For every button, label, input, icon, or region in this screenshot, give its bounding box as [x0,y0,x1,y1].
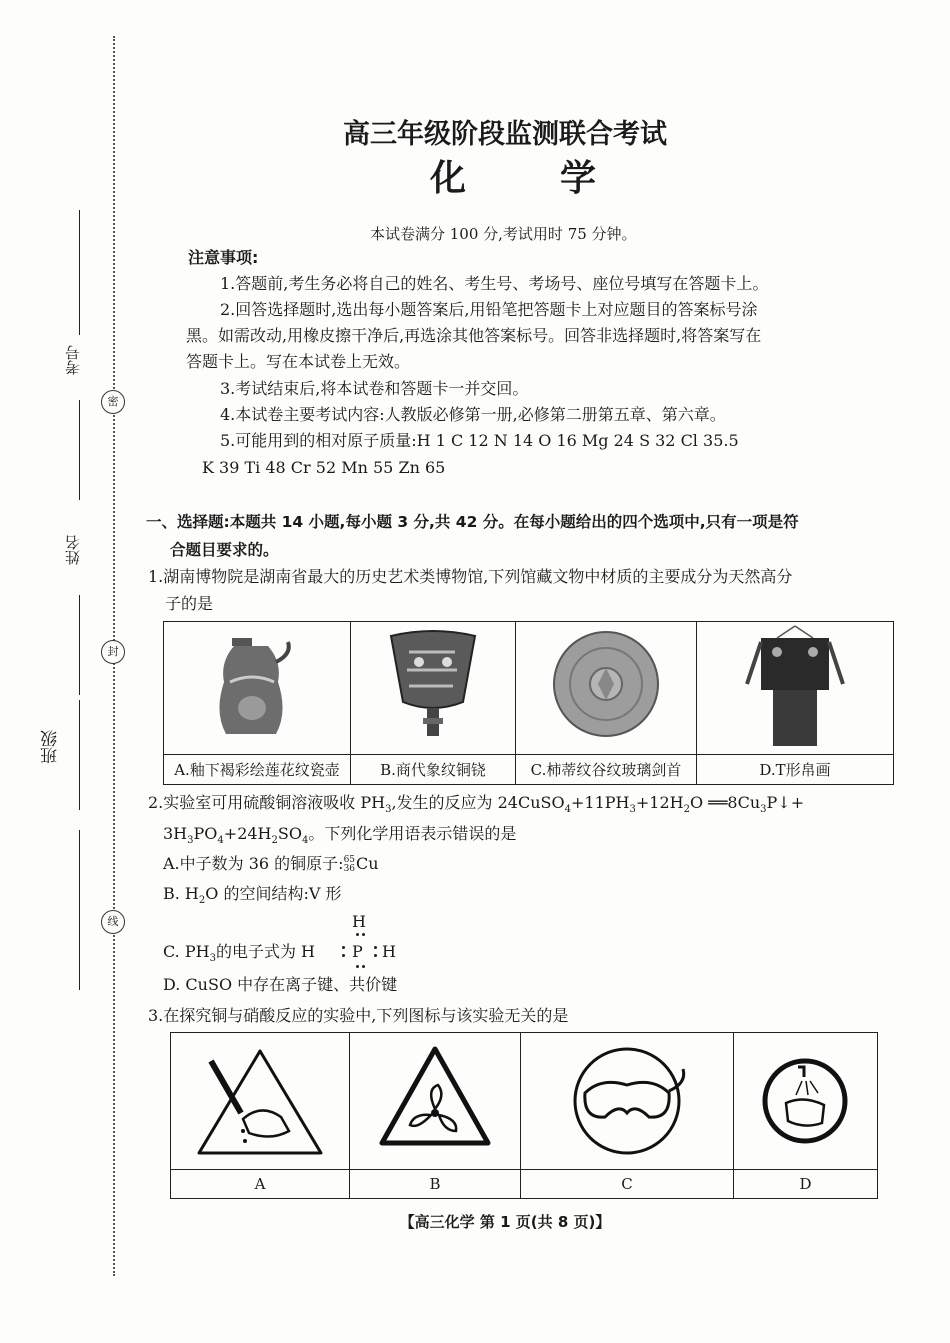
corrosive-warning-icon [171,1033,349,1165]
bronze-nao-image [351,622,515,750]
binding-seal-mi: 密 [101,390,125,414]
q2-option-a: A.中子数为 36 的铜原子:65 36Cu [163,854,379,874]
note-1: 1.答题前,考生务必将自己的姓名、考生号、考场号、座位号填写在答题卡上。 [220,274,769,293]
name-label: 姓名 [64,535,82,565]
q3-option-d: D [734,1170,878,1199]
q1-option-b: B.商代象纹铜铙 [351,755,516,785]
note-3: 3.考试结束后,将本试卷和答题卡一并交回。 [220,379,529,398]
q1-image-a [164,622,351,755]
q1-option-d: D.T形帛画 [697,755,894,785]
q3-stem: 3.在探究铜与硝酸反应的实验中,下列图标与该实验无关的是 [148,1006,569,1025]
name-line-a [79,400,80,500]
q1-option-c: C.柿蒂纹谷纹玻璃剑首 [516,755,697,785]
q3-options-table [170,1032,878,1199]
q2-stem-line1: 2.实验室可用硫酸铜溶液吸收 $PH_3$,发生的反应为 $24CuSO_4+11PH_3+12H_2O$ $══8Cu_3P↓+$ [148,793,805,816]
subject-char-2: 学 [560,158,597,199]
q2-electron-h-top: H [352,912,366,931]
q3-image-c [521,1033,734,1170]
q3-image-b [350,1033,521,1170]
q1-image-c [516,622,697,755]
q2-option-d: D. CuSO 中存在离子键、共价键 [163,975,398,994]
binding-seal-feng: 封 [101,640,125,664]
note-2b: 黑。如需改动,用橡皮擦干净后,再选涂其他答案标号。回答非选择题时,将答案写在 [186,326,762,345]
note-2a: 2.回答选择题时,选出每小题答案后,用铅笔把答题卡上对应题目的答案标号涂 [220,300,758,319]
electron-dot [356,933,359,936]
q2-option-c: C. $PH_3$的电子式为 H [163,942,315,965]
porcelain-pot-image [164,622,350,750]
subject-char-1: 化 [430,158,467,199]
q2-option-b: B. $H_2O$ 的空间结构:V 形 [163,884,342,907]
electron-dot [356,965,359,968]
exam-title: 高三年级阶段监测联合考试 [343,119,667,150]
page-footer: 【高三化学 第 1 页(共 8 页)】 [399,1213,611,1231]
q1-options-table [163,621,894,785]
class-line [79,700,80,810]
note-5a: 5.可能用到的相对原子质量:H 1 C 12 N 14 O 16 Mg 24 S 32 Cl 35.5 [220,431,739,450]
notes-heading: 注意事项: [188,248,259,267]
name-line-b [79,595,80,695]
q1-stem-line1: 1.湖南博物院是湖南省最大的历史艺术类博物馆,下列馆藏文物中材质的主要成分为天然高分 [148,567,793,586]
q1-stem-line2: 子的是 [165,594,214,613]
q2-stem-line2: $3H_3PO_4+24H_2SO_4$。下列化学用语表示错误的是 [163,824,517,847]
wash-hands-icon [734,1033,877,1165]
q3-image-d [734,1033,878,1170]
electron-dot [342,946,345,949]
electron-dot [362,965,365,968]
electron-dot [374,954,377,957]
ventilation-fan-icon [350,1033,520,1165]
q1-image-d [697,622,894,755]
q3-image-a [171,1033,350,1170]
safety-goggles-icon [521,1033,733,1165]
note-2c: 答题卡上。写在本试卷上无效。 [186,352,411,371]
note-4: 4.本试卷主要考试内容:人教版必修第一册,必修第二册第五章、第六章。 [220,405,726,424]
q3-option-c: C [521,1170,734,1199]
score-note: 本试卷满分 100 分,考试用时 75 分钟。 [370,225,637,243]
binding-seal-xian: 线 [101,910,125,934]
q2-electron-h-right: H [382,942,396,961]
section1-heading: 一、选择题:本题共 14 小题,每小题 3 分,共 42 分。在每小题给出的四个选项中,只有一项是符 [146,513,799,531]
q1-image-b [351,622,516,755]
electron-dot [362,933,365,936]
q1-option-a: A.釉下褐彩绘莲花纹瓷壶 [164,755,351,785]
q3-option-a: A [171,1170,350,1199]
exam-number-line [79,210,80,335]
seat-line [79,830,80,990]
q3-option-b: B [350,1170,521,1199]
glass-sword-head-image [516,622,696,750]
note-5b: K 39 Ti 48 Cr 52 Mn 55 Zn 65 [202,458,446,477]
class-label: 班级 [41,730,61,764]
exam-number-label: 考号 [64,345,82,375]
t-shaped-silk-painting-image [697,622,893,750]
q2-electron-p: P [352,942,363,961]
electron-dot [342,954,345,957]
electron-dot [374,946,377,949]
section1-heading-cont: 合题目要求的。 [170,541,279,559]
